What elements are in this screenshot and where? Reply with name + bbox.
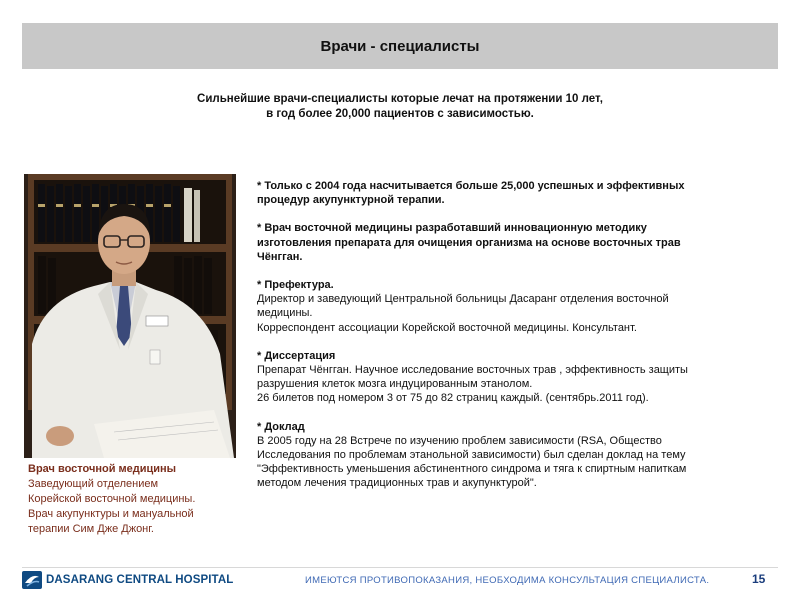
section-heading: * Врач восточной медицины разработавший инновационную методику	[257, 222, 647, 235]
caption-title: Врач восточной медицины	[28, 463, 177, 475]
section-text: Препарат Чёнгган. Научное исследование восточных трав , эффективность защиты	[257, 364, 688, 377]
doctor-photo	[24, 174, 236, 458]
doctor-portrait-icon	[24, 174, 236, 458]
disclaimer: ИМЕЮТСЯ ПРОТИВОПОКАЗАНИЯ, НЕОБХОДИМА КОНСУЛЬТАЦИЯ СПЕЦИАЛИСТА.	[305, 575, 710, 586]
section-text: медицины.	[257, 307, 313, 320]
info-section-experience	[257, 179, 747, 207]
page-title: Врачи - специалисты	[320, 37, 480, 55]
info-section-report	[257, 420, 747, 491]
info-section-dissertation	[257, 349, 747, 406]
subtitle	[60, 92, 740, 122]
hospital-logo	[22, 571, 233, 589]
section-text: разрушения клеток мозга индуцированным этанолом.	[257, 378, 533, 391]
footer-divider	[22, 567, 778, 568]
section-text: Директор и заведующий Центральной больницы Дасаранг отделения восточной	[257, 293, 669, 306]
section-heading: Чёнгган.	[257, 250, 303, 263]
section-heading: процедур акупунктурной терапии.	[257, 194, 445, 207]
caption-line: Корейской восточной медицины.	[28, 493, 196, 505]
section-heading: * Диссертация	[257, 349, 336, 362]
doctor-caption	[28, 462, 243, 537]
section-text: В 2005 году на 28 Встрече по изучению проблем зависимости (RSA, Общество	[257, 434, 662, 447]
section-text: Исследования по проблемам этанольной зависимости) был сделан доклад на тему	[257, 449, 686, 462]
section-heading: * Префектура.	[257, 279, 334, 292]
info-section-prefecture	[257, 278, 747, 335]
doctor-info	[257, 179, 747, 505]
info-section-method	[257, 221, 747, 264]
section-text: Корреспондент ассоциации Корейской восточной медицины. Консультант.	[257, 321, 637, 334]
hospital-logo-icon	[22, 571, 42, 589]
caption-line: Заведующий отделением	[28, 478, 159, 490]
section-text: "Эффективность уменьшения абстинентного синдрома и тяга к спиртным напиткам	[257, 463, 687, 476]
subtitle-line: Сильнейшие врачи-специалисты которые лечат на протяжении 10 лет,	[197, 93, 603, 105]
subtitle-line: в год более 20,000 пациентов с зависимостью.	[266, 108, 534, 120]
hospital-name: DASARANG CENTRAL HOSPITAL	[46, 574, 234, 586]
page-number: 15	[752, 572, 766, 586]
section-heading: * Только с 2004 года насчитывается больше 25,000 успешных и эффективных	[257, 180, 685, 192]
section-heading: * Доклад	[257, 420, 305, 433]
title-bar	[22, 23, 778, 69]
section-text: 26 билетов под номером 3 от 75 до 82 страниц каждый. (сентябрь.2011 год).	[257, 392, 649, 405]
section-text: методом лечения традиционных трав и акупунктурой".	[257, 477, 537, 490]
section-heading: изготовления препарата для очищения организма на основе восточных трав	[257, 236, 681, 249]
caption-line: Врач акупунктуры и мануальной	[28, 508, 194, 520]
caption-line: терапии Сим Дже Джонг.	[28, 523, 154, 535]
